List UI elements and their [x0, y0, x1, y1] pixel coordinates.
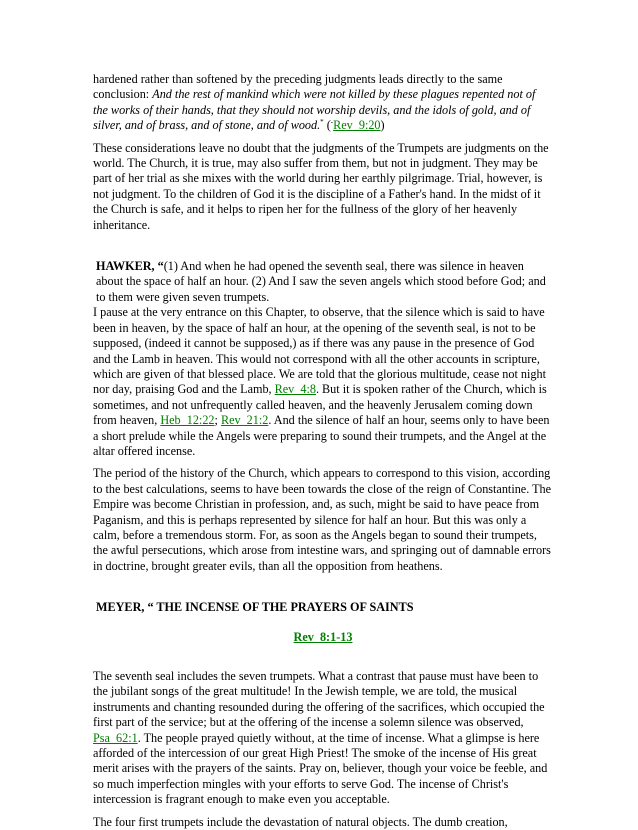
text-run: (	[323, 118, 331, 133]
verse-text: (1) And when he had opened the seventh seal, there was silence in heaven about the space of half an hour. (2) And I saw the seven angels which stood before God; and to them were given seven trumpets.	[96, 259, 546, 304]
scripture-link-heb-12-22[interactable]: Heb_12:22	[160, 413, 215, 428]
hawker-body	[93, 305, 553, 459]
text-run: The seventh seal includes the seven trumpets. What a contrast that pause must have been to the jubilant songs of the great multitude! In the Jewish temple, we are told, the musical instruments and chanting resounded during the offering of the sacrifices, which occupied the first part of the service; but at the offering of the incense a solemn silence was observed,	[93, 669, 545, 730]
meyer-passage-ref	[93, 630, 553, 645]
meyer-paragraph-seventh-seal	[93, 669, 553, 808]
footnote-marker: -	[330, 118, 334, 127]
paragraph-conclusion	[93, 72, 553, 134]
meyer-paragraph-four-trumpets: The four first trumpets include the devastation of natural objects. The dumb creation,	[93, 814, 508, 829]
scripture-link-rev-21-2[interactable]: Rev_21:2	[220, 413, 269, 428]
commentator-name: HAWKER, “	[96, 259, 164, 274]
hawker-period-paragraph: The period of the history of the Church, which appears to correspond to this vision, according to the best calculations, seems to have been towards the close of the reign of Constantine. The Empire was become Christian in profession, and, as such, might be said to have peace from Paganism, and this is perhaps represented by silence for half an hour. But this was only a calm, before a tremendous storm. For, as soon as the Angels began to sound their trumpets, the awful persecutions, which arose from intestine wars, and springing out of damnable errors in doctrine, brought greater evils, than all the opposition from heathens.	[93, 466, 552, 573]
text-run: hardened rather than softened by the preceding judgments leads directly to the same conclusion:	[93, 72, 503, 102]
scripture-link-rev-4-8[interactable]: Rev_4:8	[274, 382, 316, 397]
document-page	[93, 72, 553, 830]
text-run: )	[380, 118, 385, 133]
scripture-link-rev-8-1-13[interactable]: Rev_8:1-13	[293, 629, 353, 644]
text-run: I pause at the very entrance on this Chapter, to observe, that the silence which is said to have been in heaven, by the space of half an hour, at the opening of the seventh seal, is not to be supposed, (indeed it cannot be supposed,) as if there was any pause in the presence of God and the Lamb in heaven. This would not correspond with all the other accounts in scripture, which are given of that blessed place. We are told that the glorious multitude, cease not night nor day, praising God and the Lamb,	[93, 305, 546, 397]
text-run: . The people prayed quietly without, at the time of incense. What a glimpse is here afforded of the intercession of our great High Priest! The smoke of the incense of His great merit arises with the prayers of the saints. Pray on, believer, though your voice be feeble, and so much imperfection mingles with your efforts to serve God. The incense of Christ's intercession is fragrant enough to make even you acceptable.	[93, 730, 548, 807]
hawker-verse	[93, 259, 553, 305]
text-run: ;	[214, 413, 221, 428]
footnote-marker: *	[320, 118, 324, 127]
scripture-quote: And the rest of mankind which were not killed by these plagues repented not of the works of their hands, that they should not worship devils, and the idols of gold, and of silver, and of brass, and of stone, and of wood.	[93, 87, 536, 133]
text-run: . And the silence of half an hour, seems only to have been a short prelude while the Angels were preparing to sound their trumpets, and the Angel at the altar offered incense.	[93, 413, 550, 458]
scripture-link-psa-62-1[interactable]: Psa_62:1	[93, 730, 138, 745]
meyer-heading: MEYER, “ THE INCENSE OF THE PRAYERS OF SAINTS	[96, 600, 414, 615]
text-run: . But it is spoken rather of the Church, which is sometimes, and not unfrequently called heaven, and the heavenly Jerusalem coming down from heaven,	[93, 382, 547, 428]
paragraph-considerations: These considerations leave no doubt that the judgments of the Trumpets are judgments on the world. The Church, it is true, may also suffer from them, but not in judgment. They may be part of her trial as she mixes with the world during her earthly pilgrimage. Trial, however, is not judgment. To the children of God it is the discipline of a Father's hand. In the midst of it the Church is safe, and it helps to ripen her for the fullness of the glory of her heavenly inheritance.	[93, 140, 549, 232]
scripture-link-rev-9-20[interactable]: Rev_9:20	[333, 118, 381, 133]
